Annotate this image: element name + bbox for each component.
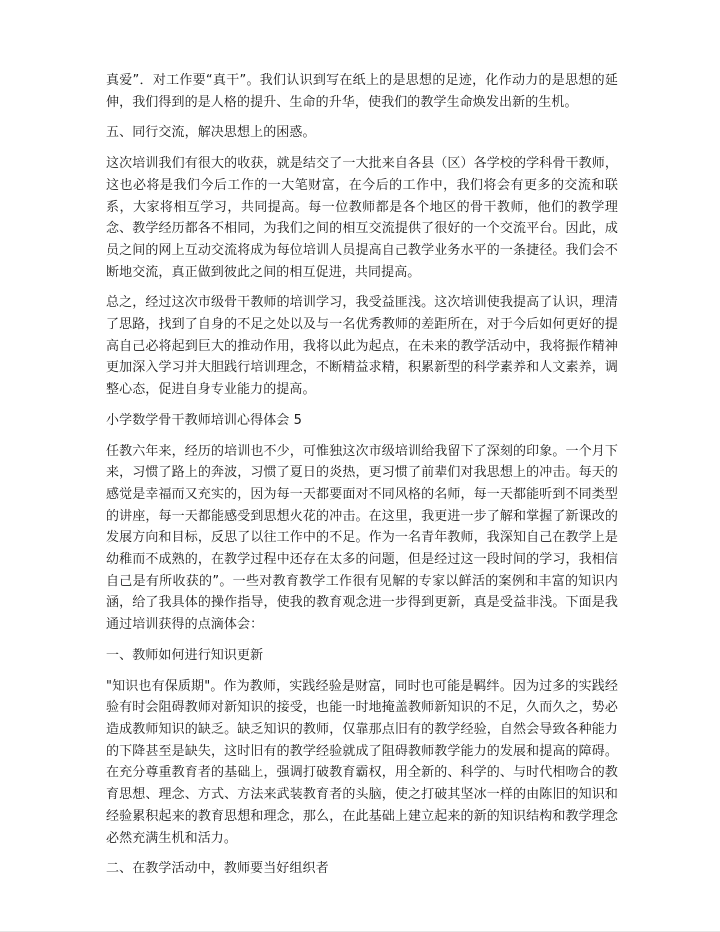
paragraph-knowledge: "知识也有保质期"。作为教师，实践经验是财富，同时也可能是羁绊。因为过多的实践经验有时会阻碍教师对新知识的接受，也能一时地掩盖教师新知识的不足，久而久之，势必造成教师知识的缺乏。缺乏知识的教师，仅靠那点旧有的教学经验，自然会导致各种能力的下降甚至是缺失，这时旧有的教学经验就成了阻碍教师教学能力的发展和提高的障碍。在充分尊重教育者的基础上，强调打破教育霸权，用全新的、科学的、与时代相吻合的教育思想、理念、方式、方法来武装教育者的头脑，使之打破其坚冰一样的由陈旧的知识和经验累积起来的教育思想和理念，那么，在此基础上建立起来的新的知识结构和教学理念必然充满生机和活力。 <box>106 678 618 846</box>
paragraph-intro: 真爱”．对工作要“真干”。我们认识到写在纸上的是思想的足迹，化作动力的是思想的延伸，我们得到的是人格的提升、生命的升华，使我们的教学生命焕发出新的生机。 <box>106 73 618 110</box>
paragraph-exchange: 这次培训我们有很大的收获，就是结交了一大批来自各县（区）各学校的学科骨干教师，这也必将是我们今后工作的一大笔财富，在今后的工作中，我们将会有更多的交流和联系，大家将相互学习，共同提高。每一位教师都是各个地区的骨干教师，他们的教学理念、教学经历都各不相同，为我们之间的相互交流提供了很好的一个交流平台。因此，成员之间的网上互动交流将成为每位培训人员提高自己教学业务水平的一条捷径。我们会不断地交流，真正做到彼此之间的相互促进，共同提高。 <box>106 156 618 280</box>
section-heading-2: 二、在教学活动中，教师要当好组织者 <box>106 861 329 877</box>
document-page <box>106 70 618 889</box>
section-heading-1: 一、教师如何进行知识更新 <box>106 647 264 663</box>
paragraph-summary: 总之，经过这次市级骨干教师的培训学习，我受益匪浅。这次培训使我提高了认识，理清了思路，找到了自身的不足之处以及与一名优秀教师的差距所在，对于今后如何更好的提高自己必将起到巨大的推动作用，我将以此为起点，在未来的教学活动中，我将振作精神更加深入学习并大胆践行培训理念，不断精益求精，积累新型的科学素养和人文素养，调整心态，促进自身专业能力的提高。 <box>106 295 618 398</box>
article-title: 小学数学骨干教师培训心得体会 5 <box>106 412 303 428</box>
section-heading-5: 五、同行交流，解决思想上的困惑。 <box>106 125 316 141</box>
paragraph-experience: 任教六年来，经历的培训也不少，可惟独这次市级培训给我留下了深刻的印象。一个月下来，习惯了路上的奔波，习惯了夏日的炎热，更习惯了前辈们对我思想上的冲击。每天的感觉是幸福而又充实的，因为每一天都要面对不同风格的名师，每一天都能听到不同类型的讲座，每一天都能感受到思想火花的冲击。在这里，我更进一步了解和掌握了新课改的发展方向和目标，反思了以往工作中的不足。作为一名青年教师，我深知自己在教学上是幼稚而不成熟的，在教学过程中还存在太多的问题，但是经过这一段时间的学习，我相信自己是有所收获的”。一些对教育教学工作很有见解的专家以鲜活的案例和丰富的知识内涵，给了我具体的操作指导，使我的教育观念进一步得到更新，真是受益非浅。下面是我通过培训获得的点滴体会： <box>106 443 618 633</box>
